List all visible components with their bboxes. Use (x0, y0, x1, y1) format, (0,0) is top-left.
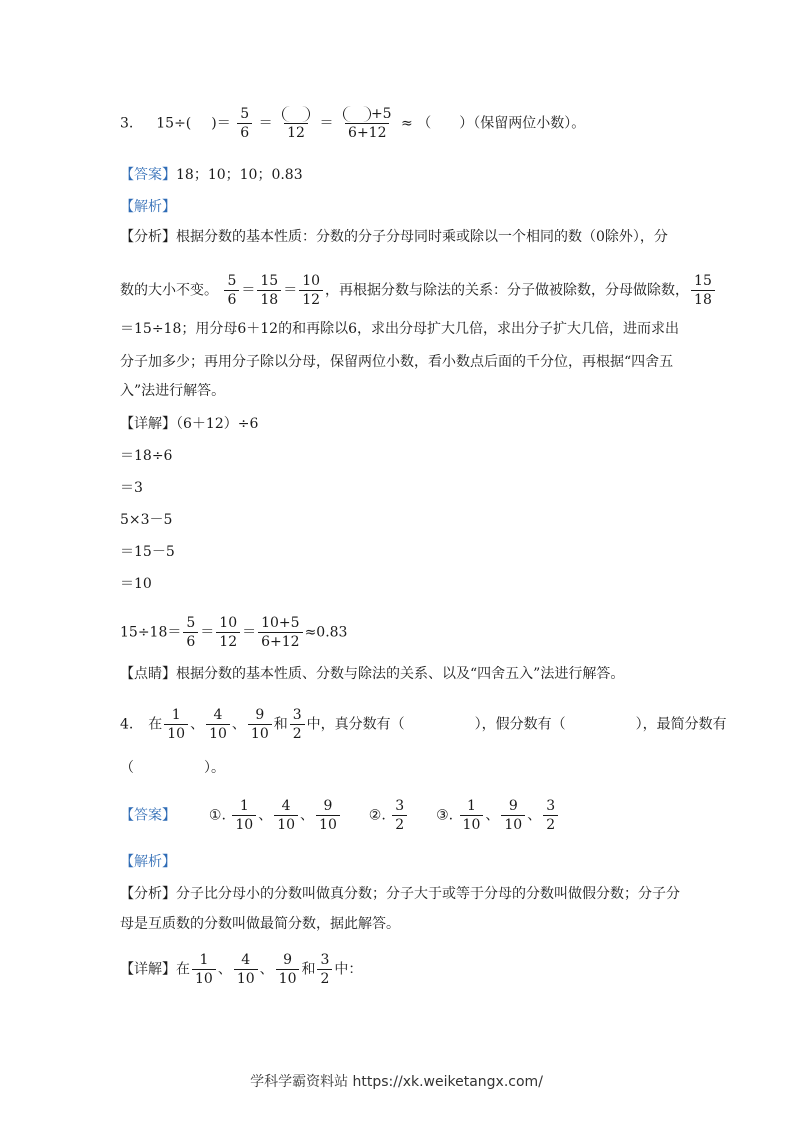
fraction: $\frac{9}{10}$ (316, 798, 340, 833)
blank-paren (343, 106, 371, 122)
fraction: $\frac{15}{18}$ (257, 273, 281, 308)
q3-step: ＝18÷6 (120, 448, 173, 464)
fraction: $\frac{4}{10}$ (274, 798, 298, 833)
fraction: $\frac{15}{18}$ (691, 273, 715, 308)
answer-mark-3: ③. (436, 807, 454, 824)
q3-question (120, 106, 585, 141)
answer-mark-1: ①. (208, 807, 226, 824)
q4-text: 中，真分数有（ ），假分数有（ ），最简分数有 (306, 716, 727, 733)
fraction: $\frac{5}{6}$ (224, 273, 239, 308)
q3-fraction-3: $\frac{+5}{6+12}$ (340, 106, 395, 141)
q3-fraction-1: $\frac{5}{6}$ (237, 106, 252, 141)
fraction: $\frac{3}{2}$ (392, 798, 407, 833)
fenxi-text: 分子比分母小的分数叫做真分数；分子大于或等于分母的分数叫做假分数；分子分 (176, 886, 680, 902)
fraction: $\frac{10}{12}$ (216, 615, 240, 650)
q3-expr-start: 15÷( (156, 115, 192, 132)
fraction: $\frac{1}{10}$ (164, 707, 188, 742)
q3-answer (120, 165, 303, 185)
q3-fraction-2: 12 (279, 106, 313, 141)
fraction: $\frac{4}{10}$ (206, 707, 230, 742)
fraction: $\frac{5}{6}$ (183, 615, 198, 650)
fraction: $\frac{9}{10}$ (276, 952, 300, 987)
q3-expr-close: )＝ (211, 115, 231, 132)
dianjing-label: 【点睛】 (120, 666, 176, 682)
final-text: 15÷18＝ (120, 624, 182, 641)
q3-tail: （ ）（保留两位小数）。 (417, 115, 586, 132)
q3-fenxi-line4: 分子加多少；再用分子除以分母，保留两位小数，看小数点后面的千分位，再根据“四舍五 (120, 354, 674, 370)
q4-fenxi-line1 (120, 884, 680, 904)
xiangjie-text: （6＋12）÷6 (176, 416, 259, 432)
fraction: $\frac{10}{12}$ (299, 273, 323, 308)
q4-line2: （ ）。 (120, 760, 225, 776)
q3-analysis-label: 【解析】 (120, 199, 176, 215)
q3-fenxi-line3: ＝15÷18；用分母6＋12的和再除以6，求出分母扩大几倍，求出分子扩大几倍，进而求出 (120, 321, 679, 337)
fraction: $\frac{1}{10}$ (192, 952, 216, 987)
q3-step: 5×3－5 (120, 512, 173, 528)
fenxi-text: ，再根据分数与除法的关系：分子做被除数，分母做除数， (325, 282, 690, 299)
answer-text: 18；10；10；0.83 (176, 167, 303, 183)
fraction: $\frac{9}{10}$ (501, 798, 525, 833)
q4-analysis-label: 【解析】 (120, 854, 176, 870)
fraction: $\frac{3}{2}$ (543, 798, 558, 833)
equals-sign: ＝ (319, 115, 334, 132)
fraction: $\frac{9}{10}$ (248, 707, 272, 742)
xiangjie-label: 【详解】 (120, 416, 176, 432)
q3-step: ＝3 (120, 480, 143, 496)
fraction: $\frac{3}{2}$ (317, 952, 332, 987)
approx-sign: ≈ (401, 115, 413, 132)
fraction: $\frac{10+5}{6+12}$ (258, 615, 302, 650)
q3-number: 3. (120, 115, 134, 132)
q3-xiangjie (120, 414, 258, 434)
q3-final: 15÷18＝ $\frac{5}{6}$ ＝ $\frac{10}{12}$ ＝ $\frac{10+5}{6+12}$ ≈0.83 (120, 615, 348, 651)
xiangjie-label: 【详解】 (120, 961, 176, 978)
q3-fenxi-line5: 入”法进行解答。 (120, 383, 226, 399)
q3-step: ＝15－5 (120, 544, 175, 560)
q4-xiangjie: 【详解】在 $\frac{1}{10}$ 、 $\frac{4}{10}$ 、 $\frac{9}{10}$ 和 $\frac{3}{2}$ 中： (120, 952, 363, 988)
q3-fenxi-line2: 数的大小不变。 $\frac{5}{6}$ ＝ $\frac{15}{18}$ ＝ $\frac{10}{12}$ ，再根据分数与除法的关系：分子做被除数，分母做除数， $\frac{15}{18}$ (120, 273, 717, 308)
fenxi-label: 【分析】 (120, 886, 176, 902)
blank-paren (282, 106, 310, 122)
fraction: $\frac{1}{10}$ (460, 798, 484, 833)
q3-fenxi-line1 (120, 227, 668, 247)
fraction: $\frac{3}{2}$ (290, 707, 305, 742)
fraction: $\frac{1}{10}$ (232, 798, 256, 833)
equals-sign: ＝ (258, 115, 273, 132)
answer-label: 【答案】 (120, 167, 176, 183)
answer-mark-2: ②. (368, 807, 386, 824)
q4-fenxi-line2: 母是互质数的分数叫做最简分数，据此解答。 (120, 916, 400, 932)
q4-question: 4. 在 $\frac{1}{10}$ 、 $\frac{4}{10}$ 、 $\frac{9}{10}$ 和 $\frac{3}{2}$ 中，真分数有（ ），假分数有（ ），最简分数有 (120, 707, 727, 743)
final-text: ≈0.83 (304, 624, 348, 641)
footer-watermark: 学科学霸资料站 https://xk.weiketangx.com/ (250, 1074, 543, 1090)
dianjing-text: 根据分数的基本性质、分数与除法的关系、以及“四舍五入”法进行解答。 (176, 666, 625, 682)
fenxi-label: 【分析】 (120, 229, 176, 245)
q4-answer: 【答案】 ①. $\frac{1}{10}$ 、 $\frac{4}{10}$ 、 $\frac{9}{10}$ ②. $\frac{3}{2}$ ③. $\frac{1}{10}$ 、 $\frac{9}{10}$ 、 $\frac{3}{2}$ (120, 798, 560, 833)
fraction: $\frac{4}{10}$ (234, 952, 258, 987)
fenxi-text: 根据分数的基本性质：分数的分子分母同时乘或除以一个相同的数（0除外），分 (176, 229, 668, 245)
fenxi-text: 数的大小不变。 (120, 282, 218, 299)
answer-label: 【答案】 (120, 807, 176, 824)
q3-step: ＝10 (120, 576, 152, 592)
q3-dianjing (120, 664, 624, 684)
q4-number: 4. (120, 716, 134, 733)
